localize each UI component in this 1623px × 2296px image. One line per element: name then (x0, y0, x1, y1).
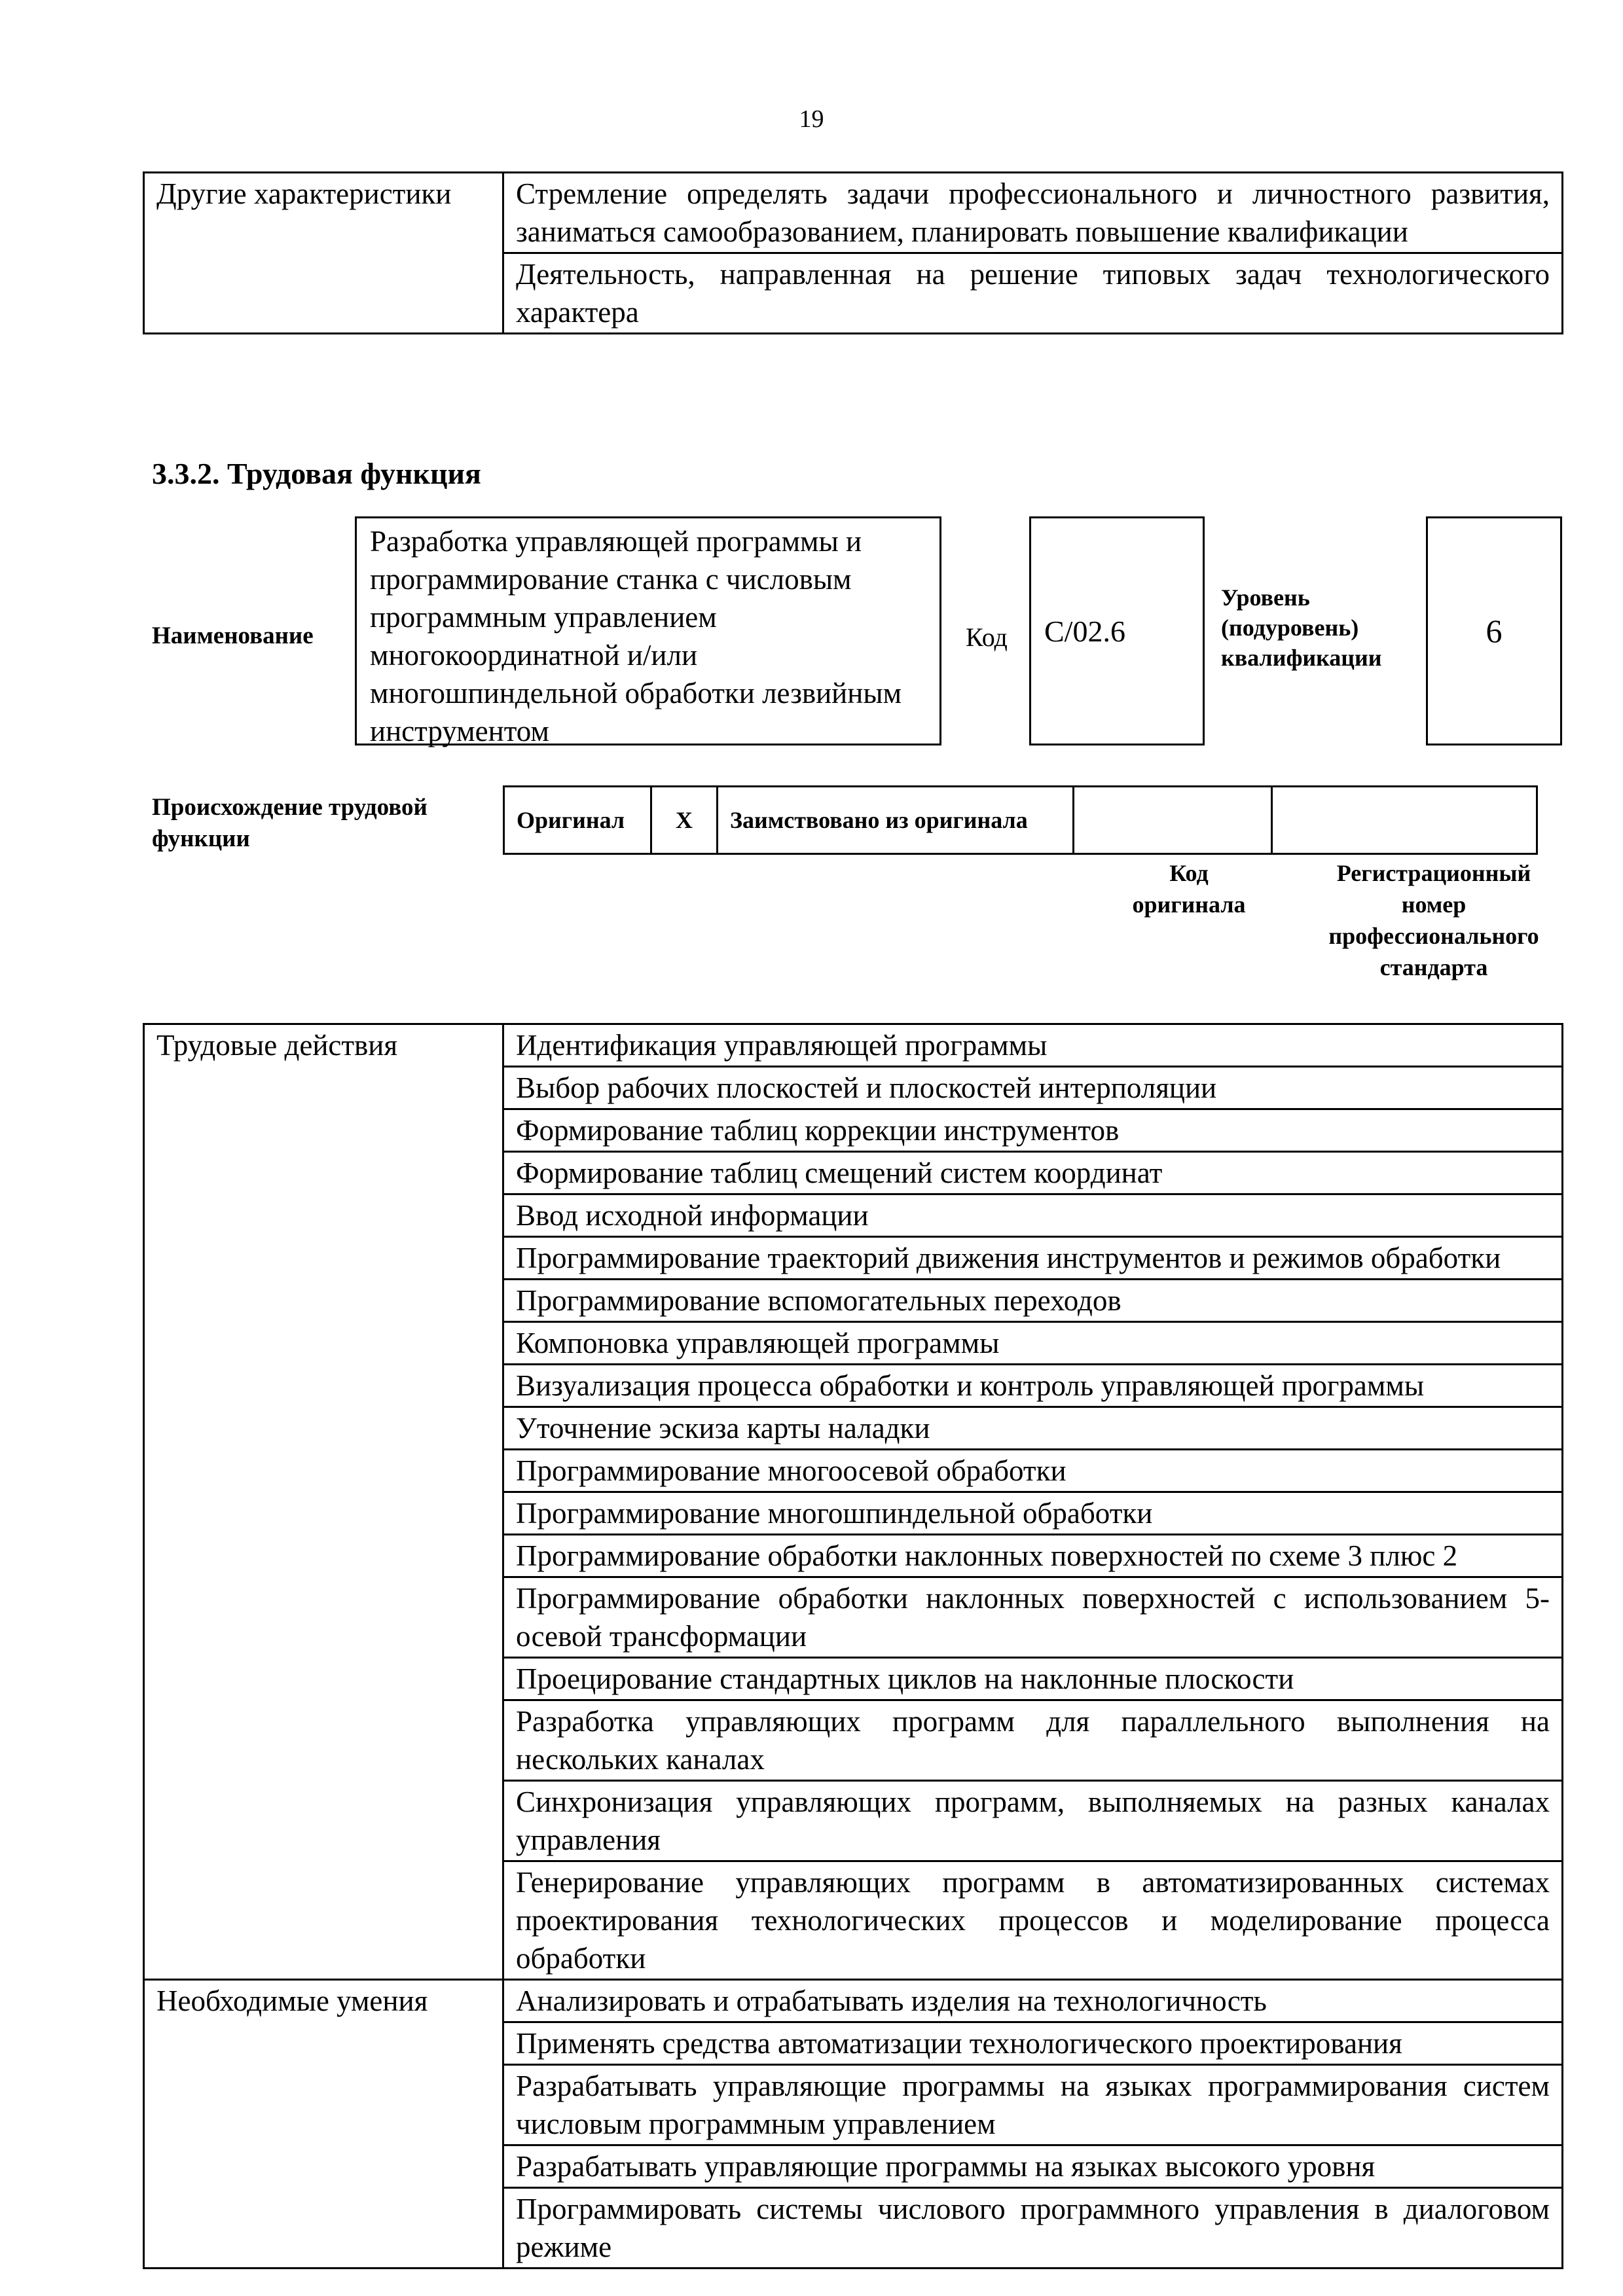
list-item: Программировать системы числового программного управления в диалоговом режиме (504, 2187, 1561, 2267)
code-box (1029, 516, 1205, 745)
original-code-cell (1074, 787, 1272, 854)
level-label-line: Уровень (1221, 584, 1310, 611)
list-item: Программирование многошпиндельной обработки (504, 1491, 1561, 1534)
required-skills-label: Необходимые умения (144, 1980, 503, 2269)
name-label: Наименование (152, 622, 314, 649)
labor-actions-label: Трудовые действия (144, 1024, 503, 1980)
table-row (504, 787, 1537, 854)
list-item: Формирование таблиц коррекции инструментов (504, 1108, 1561, 1151)
function-name-value: Разработка управляющей программы и программирование станка с числовым программным управлением многокоординатной и/или многошпиндельной обработки лезвийным инструментом (370, 525, 902, 747)
labor-actions-list (503, 1024, 1563, 1980)
level-label-line: (подуровень) (1221, 615, 1359, 641)
page-number: 19 (799, 105, 824, 133)
list-item: Программирование вспомогательных переходов (504, 1278, 1561, 1321)
original-label: Оригинал (504, 787, 651, 854)
list-item: Визуализация процесса обработки и контроль управляющей программы (504, 1363, 1561, 1406)
list-item: Проецирование стандартных циклов на наклонные плоскости (504, 1657, 1561, 1699)
required-skills-list (503, 1980, 1563, 2269)
list-item: Стремление определять задачи профессионального и личностного развития, заниматься самообразованием, планировать повышение квалификации (503, 173, 1563, 253)
section-title: 3.3.2. Трудовая функция (152, 457, 481, 490)
list-item: Выбор рабочих плоскостей и плоскостей интерполяции (504, 1066, 1561, 1108)
list-item: Программирование траекторий движения инструментов и режимов обработки (504, 1236, 1561, 1278)
level-label (1221, 583, 1382, 673)
other-characteristics-table (143, 171, 1563, 334)
function-name-box (355, 516, 941, 745)
table-row (144, 1024, 1563, 1980)
code-label: Код (966, 622, 1008, 652)
reg-number-cell (1272, 787, 1537, 854)
list-item: Генерирование управляющих программ в автоматизированных системах проектирования технологических процессов и моделирование процесса обработки (504, 1860, 1561, 1979)
level-value: 6 (1486, 613, 1503, 649)
list-item: Анализировать и отрабатывать изделия на технологичность (516, 1984, 1267, 2017)
list-item: Разрабатывать управляющие программы на языках программирования систем числовым программным управлением (504, 2064, 1561, 2144)
list-item: Ввод исходной информации (504, 1193, 1561, 1236)
level-box (1426, 516, 1562, 745)
list-item: Компоновка управляющей программы (504, 1321, 1561, 1363)
reg-number-caption: Регистрационный номер профессионального стандарта (1328, 860, 1539, 980)
level-label-line: квалификации (1221, 645, 1382, 671)
list-item: Программирование многоосевой обработки (504, 1448, 1561, 1491)
code-value: C/02.6 (1044, 614, 1125, 648)
origin-table (503, 785, 1538, 855)
list-item: Применять средства автоматизации технологического проектирования (504, 2021, 1561, 2064)
list-item: Разрабатывать управляющие программы на языках высокого уровня (504, 2144, 1561, 2187)
list-item: Синхронизация управляющих программ, выполняемых на разных каналах управления (504, 1780, 1561, 1860)
original-mark: X (651, 787, 718, 854)
table-row (144, 1980, 1563, 2269)
labor-function-table (143, 1023, 1563, 2269)
list-item: Уточнение эскиза карты наладки (504, 1406, 1561, 1448)
list-item: Деятельность, направленная на решение типовых задач технологического характера (503, 253, 1563, 334)
table-row (144, 173, 1563, 253)
other-characteristics-label: Другие характеристики (144, 173, 503, 334)
list-item: Формирование таблиц смещений систем координат (504, 1151, 1561, 1193)
list-item: Программирование обработки наклонных поверхностей с использованием 5-осевой трансформации (504, 1576, 1561, 1657)
origin-label: Происхождение трудовой функции (152, 794, 428, 852)
list-item: Разработка управляющих программ для параллельного выполнения на нескольких каналах (504, 1699, 1561, 1780)
borrowed-label: Заимствовано из оригинала (718, 787, 1074, 854)
list-item: Программирование обработки наклонных поверхностей по схеме 3 плюс 2 (504, 1534, 1561, 1576)
list-item: Идентификация управляющей программы (516, 1029, 1048, 1062)
original-code-caption: Код оригинала (1132, 860, 1246, 918)
